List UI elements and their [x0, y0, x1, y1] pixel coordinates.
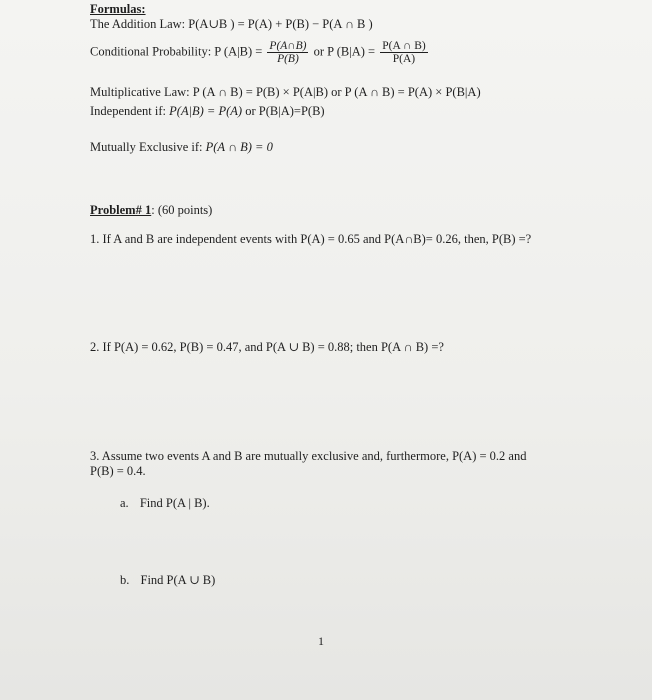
independent-or: or	[245, 104, 256, 118]
addition-law: The Addition Law: P(A∪B ) = P(A) + P(B) − P(A ∩ B )	[90, 17, 373, 31]
problem-heading: Problem# 1	[90, 203, 152, 217]
conditional-fraction-1	[267, 40, 308, 65]
fraction-1-numerator: P(A∩B)	[269, 40, 307, 52]
question-3a-marker: a.	[120, 496, 129, 510]
question-3a-text: Find P(A | B).	[139, 496, 210, 510]
mutually-exclusive-condition	[90, 140, 273, 155]
question-3b-text: Find P(A ∪ B)	[140, 573, 216, 587]
conditional-probability	[90, 40, 430, 65]
question-1: 1. If A and B are independent events with P(A) = 0.65 and P(A∩B)= 0.26, then, P(B) =?	[90, 232, 532, 246]
conditional-or: or P (B|A) =	[313, 44, 376, 59]
question-3-line-2: P(B) = 0.4.	[90, 464, 146, 478]
conditional-label: Conditional Probability: P (A|B) =	[90, 44, 263, 59]
fraction-1-denominator: P(B)	[277, 53, 299, 65]
fraction-2-denominator: P(A)	[392, 53, 416, 65]
independent-condition	[90, 104, 325, 119]
independent-expr-1: P(A|B) = P(A)	[169, 104, 243, 118]
independent-expr-2: P(B|A)=P(B)	[258, 104, 325, 118]
mutually-exclusive-label: Mutually Exclusive if:	[90, 140, 203, 154]
multiplicative-law: Multiplicative Law: P (A ∩ B) = P(B) × P(A|B) or P (A ∩ B) = P(A) × P(B|A)	[90, 85, 481, 99]
fraction-2-numerator: P(A ∩ B)	[382, 40, 426, 52]
question-3-line-1: 3. Assume two events A and B are mutually exclusive and, furthermore, P(A) = 0.2 and	[90, 449, 527, 463]
formulas-heading: Formulas:	[90, 2, 146, 16]
page-number: 1	[318, 634, 324, 648]
mutually-exclusive-expr: P(A ∩ B) = 0	[205, 140, 273, 154]
question-3b-marker: b.	[120, 573, 130, 587]
independent-label: Independent if:	[90, 104, 167, 118]
question-3b	[120, 573, 215, 588]
question-2: 2. If P(A) = 0.62, P(B) = 0.47, and P(A ∪ B) = 0.88; then P(A ∩ B) =?	[90, 340, 444, 354]
conditional-fraction-2	[380, 40, 427, 65]
problem-heading-line	[90, 203, 212, 218]
question-3a	[120, 496, 210, 511]
problem-points: : (60 points)	[151, 203, 213, 217]
